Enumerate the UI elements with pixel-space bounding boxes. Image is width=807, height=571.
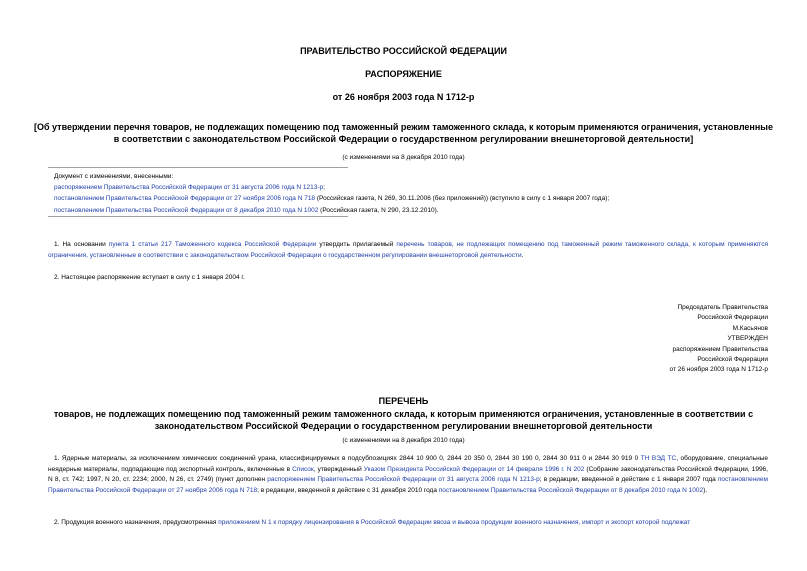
amendment-text: ; xyxy=(323,184,325,192)
signature-line: М.Касьянов xyxy=(732,324,768,332)
list-link[interactable]: Список xyxy=(292,465,314,473)
amendment-link[interactable]: распоряжением Правительства Российской Федерации от 31 августа 2006 года N 1213-р xyxy=(54,184,324,192)
amendment-link[interactable]: постановлением Правительства Российской Федерации от 8 декабря 2010 года N 1002 xyxy=(54,206,319,214)
amendment-item xyxy=(54,182,609,193)
licensing-appendix-link[interactable]: приложением N 1 к порядку лицензирования в Российской Федерации ввоза и вывоза продукции военного назначения, импорт и экспорт которой подлежат xyxy=(218,519,691,526)
paragraph-text: 1. Ядерные материалы, за исключением химических соединений урана, классифицируемых в подсубпозициях 2844 10 900 0, 2844 20 350 0, 2844 30 190 0, 2844 30 911 0 и 2844 30 919 0 xyxy=(54,455,641,462)
amendment-link[interactable]: распоряжением Правительства Российской Федерации от 31 августа 2006 года N 1213-р xyxy=(267,476,540,484)
paragraph-text: ; в редакции, введенной в действие с 1 января 2007 года xyxy=(539,476,718,484)
signature-line: УТВЕРЖДЕН xyxy=(727,335,768,343)
signature-block xyxy=(669,303,768,376)
signature-line: от 26 ноября 2003 года N 1712-р xyxy=(669,366,768,374)
paragraph-text: ). xyxy=(703,486,708,494)
paragraph-text: (Собрание законодательства Российской Федерации, 1996, N 8, ст. 742; 1997, N 20, ст. 2234; 2000, N 26, ст. 2749) (пункт дополнен xyxy=(48,465,768,484)
signature-line: Председатель Правительства xyxy=(677,304,768,311)
amendment-link[interactable]: постановлением Правительства Российской Федерации от 8 декабря 2010 года N 1002 xyxy=(438,486,704,494)
amendment-link[interactable]: постановлением Правительства Российской Федерации от 27 ноября 2006 года N 718 xyxy=(48,476,768,494)
amendment-item xyxy=(54,193,609,204)
changes-note: (с изменениями на 8 декабря 2010 года) xyxy=(342,154,465,161)
paragraph-text: 1. На основании xyxy=(54,241,109,248)
list-title: товаров, не подлежащих помещению под таможенный режим таможенного склада, к которым применяются ограничения, установленные в соответствии с законодательством Российской Федерации о государственном регулировании внешнеторговой деятельности xyxy=(53,409,754,431)
paragraph-text: , утвержденный xyxy=(313,465,364,473)
document-date-number: от 26 ноября 2003 года N 1712-р xyxy=(332,92,475,102)
government-heading: ПРАВИТЕЛЬСТВО РОССИЙСКОЙ ФЕДЕРАЦИИ xyxy=(300,46,507,56)
list-changes-note: (с изменениями на 8 декабря 2010 года) xyxy=(342,437,465,444)
document-title: [Об утверждении перечня товаров, не подлежащих помещению под таможенный режим таможенного склада, к которым применяются ограничения, установленные в соответствии с законодательством Российской Федерации о государственном регулировании внешнеторговой деятельности] xyxy=(34,122,773,144)
signature-line: Российской Федерации xyxy=(697,356,768,364)
signature-line: Российской Федерации xyxy=(697,314,768,322)
decree-link[interactable]: Указом Президента Российской Федерации от 14 февраля 1996 г. N 202 xyxy=(363,465,585,473)
paragraph-text: утвердить прилагаемый xyxy=(316,241,397,248)
paragraph-text: . xyxy=(521,251,524,259)
amendments-bottom-divider xyxy=(48,216,348,217)
paragraph-2: 2. Настоящее распоряжение вступает в силу с 1 января 2004 г. xyxy=(54,274,245,281)
tnved-link[interactable]: ТН ВЭД ТС xyxy=(640,455,677,462)
goods-list-link[interactable]: перечень товаров, не подлежащих помещению под таможенный режим таможенного склада, к которым применяются ограничения, установленные в соответствии с законодательством Российской Федерации о государственном регулировании внешнеторговой деятельности xyxy=(48,241,768,259)
paragraph-1 xyxy=(48,240,768,261)
list-heading: ПЕРЕЧЕНЬ xyxy=(378,396,429,406)
code-article-link[interactable]: пункта 1 статьи 217 Таможенного кодекса Российской Федерации xyxy=(108,241,317,248)
amendments-intro: Документ с изменениями, внесенными: xyxy=(54,173,174,180)
list-item-1 xyxy=(48,454,768,496)
amendment-item xyxy=(54,205,609,216)
signature-line: распоряжением Правительства xyxy=(672,345,768,353)
paragraph-text: 2. Продукция военного назначения, предусмотренная xyxy=(54,519,219,526)
paragraph-text: ; в редакции, введенной в действие с 31 декабря 2010 года xyxy=(257,486,439,494)
paragraph-text: , оборудование, специальные неядерные материалы, подпадающие под экспортный контроль, включенные в xyxy=(48,455,768,473)
amendment-text: (Российская газета, N 269, 30.11.2006 (без приложений)) (вступило в силу с 1 января 2007 года); xyxy=(315,195,610,203)
amendment-link[interactable]: постановлением Правительства Российской Федерации от 27 ноября 2006 года N 718 xyxy=(54,195,316,203)
list-item-2 xyxy=(48,518,768,529)
amendment-text: (Российская газета, N 290, 23.12.2010). xyxy=(318,206,439,214)
amendments-block xyxy=(54,171,609,216)
amendments-top-divider xyxy=(48,167,348,168)
document-type-heading: РАСПОРЯЖЕНИЕ xyxy=(365,69,442,79)
